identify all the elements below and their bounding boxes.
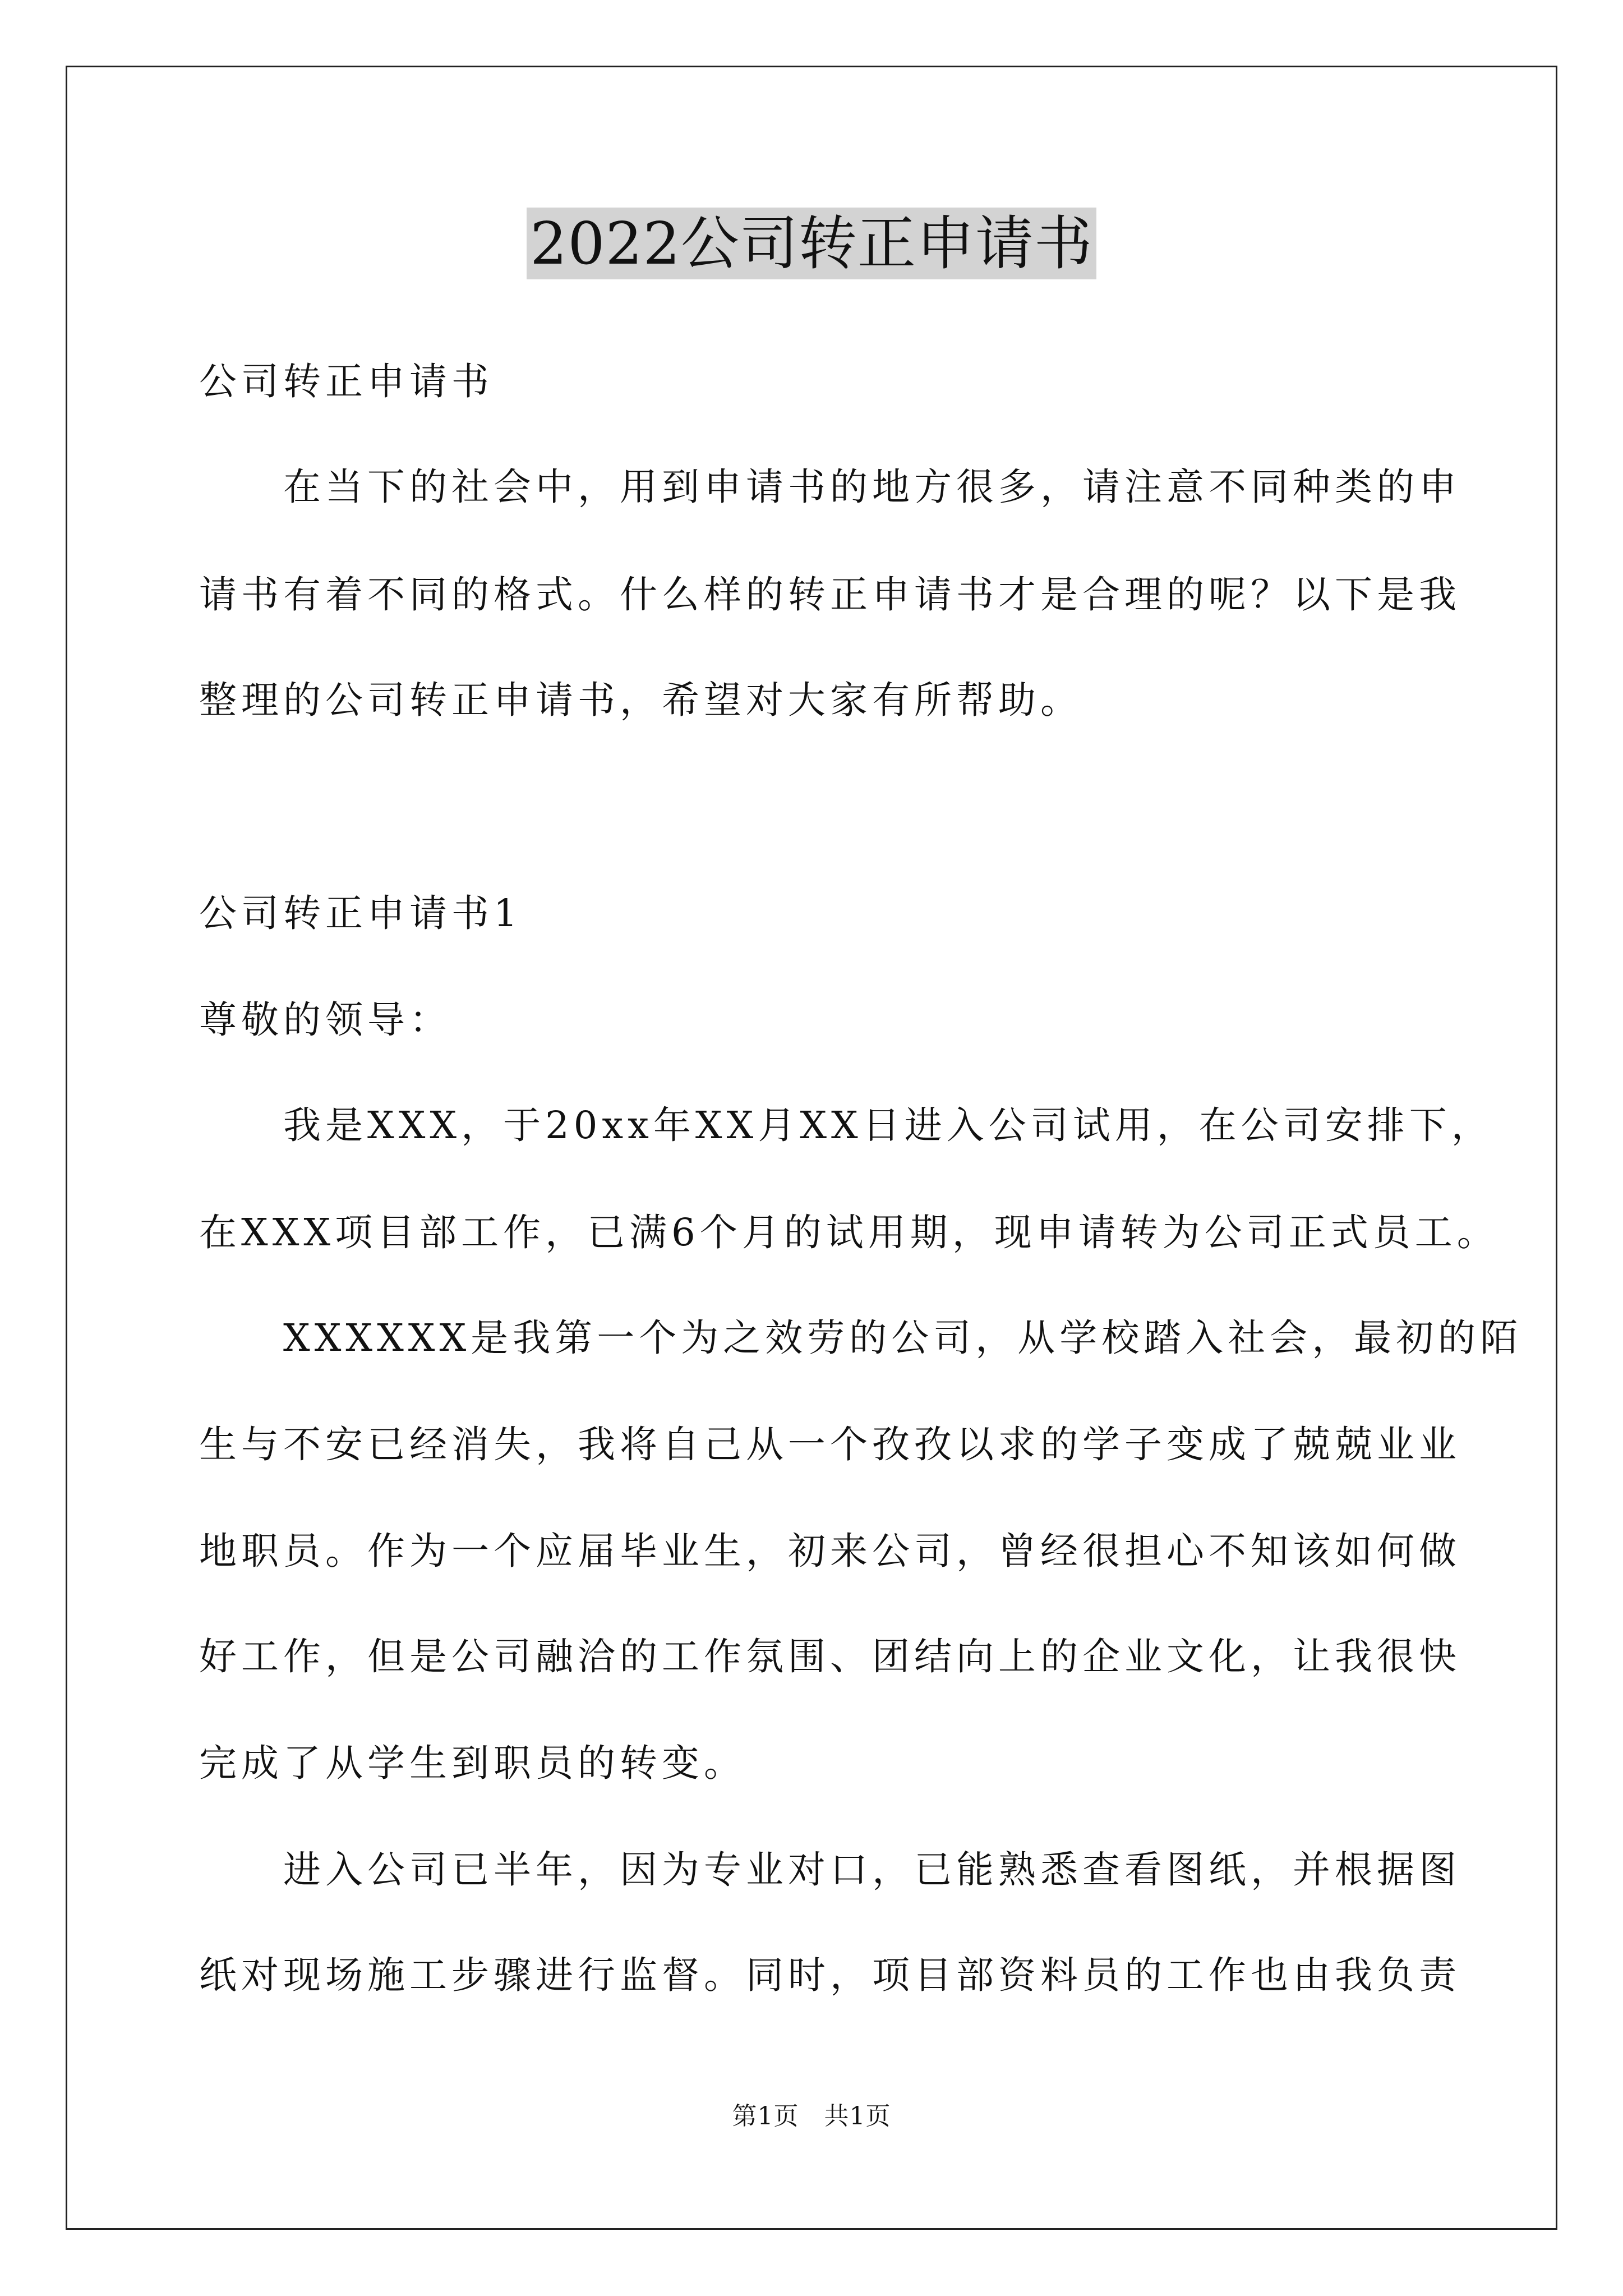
paragraph-line: 生与不安已经消失，我将自己从一个孜孜以求的学子变成了兢兢业业 bbox=[199, 1423, 1461, 1466]
page-number: 第1页 共1页 bbox=[732, 2102, 891, 2131]
page-footer bbox=[0, 2101, 1623, 2132]
paragraph-line: 在XXX项目部工作，已满6个月的试用期，现申请转为公司正式员工。 bbox=[199, 1211, 1499, 1254]
paragraph-line: 完成了从学生到职员的转变。 bbox=[199, 1741, 746, 1785]
section-heading: 公司转正申请书 bbox=[199, 360, 494, 403]
paragraph-line: XXXXXX是我第一个为之效劳的公司，从学校踏入社会，最初的陌 bbox=[199, 1316, 1523, 1360]
paragraph-line: 好工作，但是公司融洽的工作氛围、团结向上的企业文化，让我很快 bbox=[199, 1635, 1461, 1678]
salutation: 尊敬的领导： bbox=[199, 998, 451, 1042]
section-heading: 公司转正申请书1 bbox=[199, 891, 522, 935]
paragraph-line: 进入公司已半年，因为专业对口，已能熟悉查看图纸，并根据图 bbox=[199, 1848, 1461, 1892]
paragraph-line: 我是XXX，于20xx年XX月XX日进入公司试用，在公司安排下， bbox=[199, 1103, 1493, 1147]
paragraph-line: 地职员。作为一个应届毕业生，初来公司，曾经很担心不知该如何做 bbox=[199, 1529, 1461, 1573]
title-container bbox=[0, 208, 1623, 279]
document-title: 2022公司转正申请书 bbox=[527, 208, 1096, 279]
paragraph-line: 纸对现场施工步骤进行监督。同时，项目部资料员的工作也由我负责 bbox=[199, 1953, 1461, 1997]
paragraph-line: 整理的公司转正申请书，希望对大家有所帮助。 bbox=[199, 678, 1082, 722]
paragraph-line: 请书有着不同的格式。什么样的转正申请书才是合理的呢？以下是我 bbox=[199, 573, 1461, 616]
paragraph-line: 在当下的社会中，用到申请书的地方很多，请注意不同种类的申 bbox=[199, 465, 1461, 509]
